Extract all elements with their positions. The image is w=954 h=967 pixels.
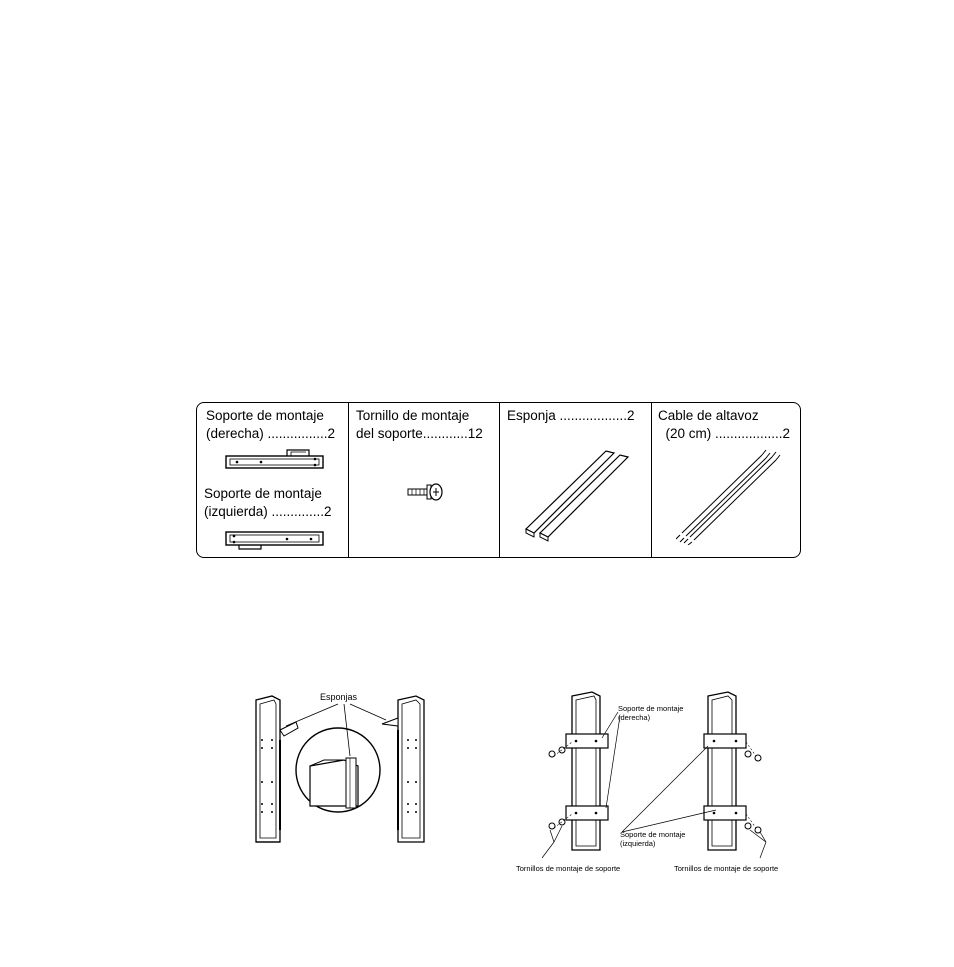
speaker-cable-name: Cable de altavoz [658, 408, 759, 423]
sponge-illustration [522, 447, 632, 547]
speakers-with-sponges-illustration [246, 690, 436, 850]
speaker-cable-qty: (20 cm) ..................2 [658, 426, 791, 441]
bracket-right-name: Soporte de montaje [206, 408, 324, 423]
sponge-name-qty: Esponja ..................2 [507, 408, 635, 423]
screws-callout-left: Tornillos de montaje de soporte [516, 864, 621, 873]
bracket-left-illustration [225, 527, 325, 551]
screw-illustration [407, 481, 447, 503]
bracket-left-name: Soporte de montaje [204, 486, 322, 501]
accessory-parts-table [196, 402, 801, 558]
bracket-right-qty: (derecha) ................2 [206, 426, 336, 441]
bracket-right-callout: Soporte de montaje (derecha) [618, 704, 684, 722]
speaker-cable-illustration [676, 447, 782, 545]
bracket-left-qty: (izquierda) ..............2 [204, 504, 332, 519]
parts-cell-speaker-cable [651, 403, 800, 557]
sponge-attachment-figure [246, 690, 436, 850]
bracket-left-callout: Soporte de montaje (izquierda) [620, 830, 686, 848]
screw-qty: del soporte............12 [356, 426, 483, 441]
sponges-label: Esponjas [320, 692, 358, 702]
screw-name: Tornillo de montaje [356, 408, 470, 423]
parts-cell-screw [348, 403, 499, 557]
bracket-mounting-figure [510, 690, 800, 876]
parts-cell-brackets [197, 403, 348, 557]
parts-cell-sponge [499, 403, 651, 557]
bracket-right-illustration [225, 447, 325, 471]
screws-callout-right: Tornillos de montaje de soporte [674, 864, 779, 873]
